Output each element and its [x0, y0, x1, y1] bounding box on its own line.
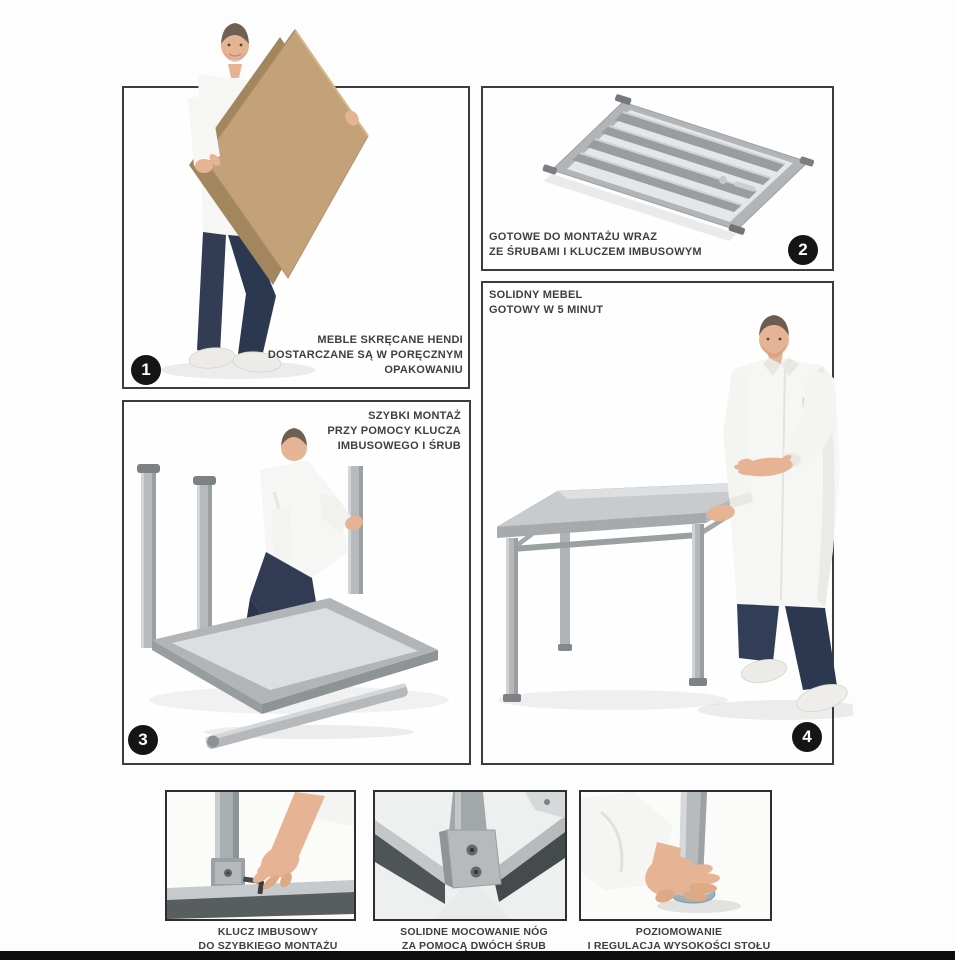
flat-pack-tray	[542, 94, 814, 236]
caption-line: SOLIDNY MEBEL	[489, 289, 583, 301]
shoe	[739, 656, 788, 686]
caption-line: MEBLE SKRĘCANE HENDI	[317, 334, 463, 346]
caption-line: IMBUSOWEGO I ŚRUB	[337, 440, 461, 452]
detail3-photo-leveling-foot	[581, 792, 770, 919]
badge-number: 3	[138, 730, 148, 749]
detail3-panel	[579, 790, 772, 921]
step1-photo-man-carrying-package	[128, 6, 428, 386]
caption-line: OPAKOWANIU	[384, 364, 463, 376]
detail2-caption	[354, 926, 594, 953]
step4-caption	[489, 288, 689, 318]
detail1-panel	[165, 790, 356, 921]
bottom-black-bar	[0, 951, 955, 960]
detail1-caption	[148, 926, 388, 953]
step3-photo-assembly	[124, 402, 469, 763]
step4-number-badge	[792, 722, 822, 752]
caption-line: KLUCZ IMBUSOWY	[217, 926, 319, 938]
caption-line: ZE ŚRUBAMI I KLUCZEM IMBUSOWYM	[489, 246, 702, 258]
badge-number: 1	[141, 360, 151, 379]
step1-caption	[240, 333, 463, 378]
jeans-leg	[785, 606, 837, 690]
caption-line: SZYBKI MONTAŻ	[368, 410, 461, 422]
floor-shadow	[498, 690, 728, 710]
table-leg	[449, 792, 487, 832]
jeans-leg	[197, 232, 226, 354]
sleeve	[723, 366, 751, 498]
corner-bracket	[447, 830, 501, 888]
badge-number: 4	[802, 727, 812, 746]
caption-line: SOLIDNE MOCOWANIE NÓG	[400, 926, 548, 938]
step3-caption	[270, 409, 461, 454]
detail2-photo-corner-bracket	[375, 792, 565, 919]
caption-line: DOSTARCZANE SĄ W PORĘCZNYM	[267, 349, 463, 361]
upright-leg	[137, 464, 160, 648]
jeans-leg	[737, 604, 779, 662]
caption-line: ZA POMOCĄ DWÓCH ŚRUB	[401, 939, 547, 952]
caption-line: POZIOMOWANIE	[635, 926, 723, 938]
detail2-panel	[373, 790, 567, 921]
hand-with-key	[250, 792, 354, 891]
detail3-caption	[559, 926, 799, 953]
step3-number-badge	[128, 725, 158, 755]
caption-line: DO SZYBKIEGO MONTAŻU	[198, 939, 338, 952]
hand	[195, 159, 213, 173]
caption-line: GOTOWY W 5 MINUT	[489, 304, 604, 316]
step2-number-badge	[788, 235, 818, 265]
detail1-photo-allen-key	[167, 792, 354, 919]
caption-line: PRZY POMOCY KLUCZA	[327, 425, 461, 437]
badge-number: 2	[798, 240, 808, 259]
caption-line: GOTOWE DO MONTAŻU WRAZ	[489, 231, 658, 243]
leg-being-mounted	[348, 466, 363, 594]
presenting-chef-figure	[706, 315, 850, 717]
caption-line: I REGULACJA WYSOKOŚCI STOŁU	[587, 939, 771, 952]
step2-caption	[489, 230, 749, 260]
step1-number-badge	[131, 355, 161, 385]
step4-photo-finished-table	[483, 300, 853, 762]
